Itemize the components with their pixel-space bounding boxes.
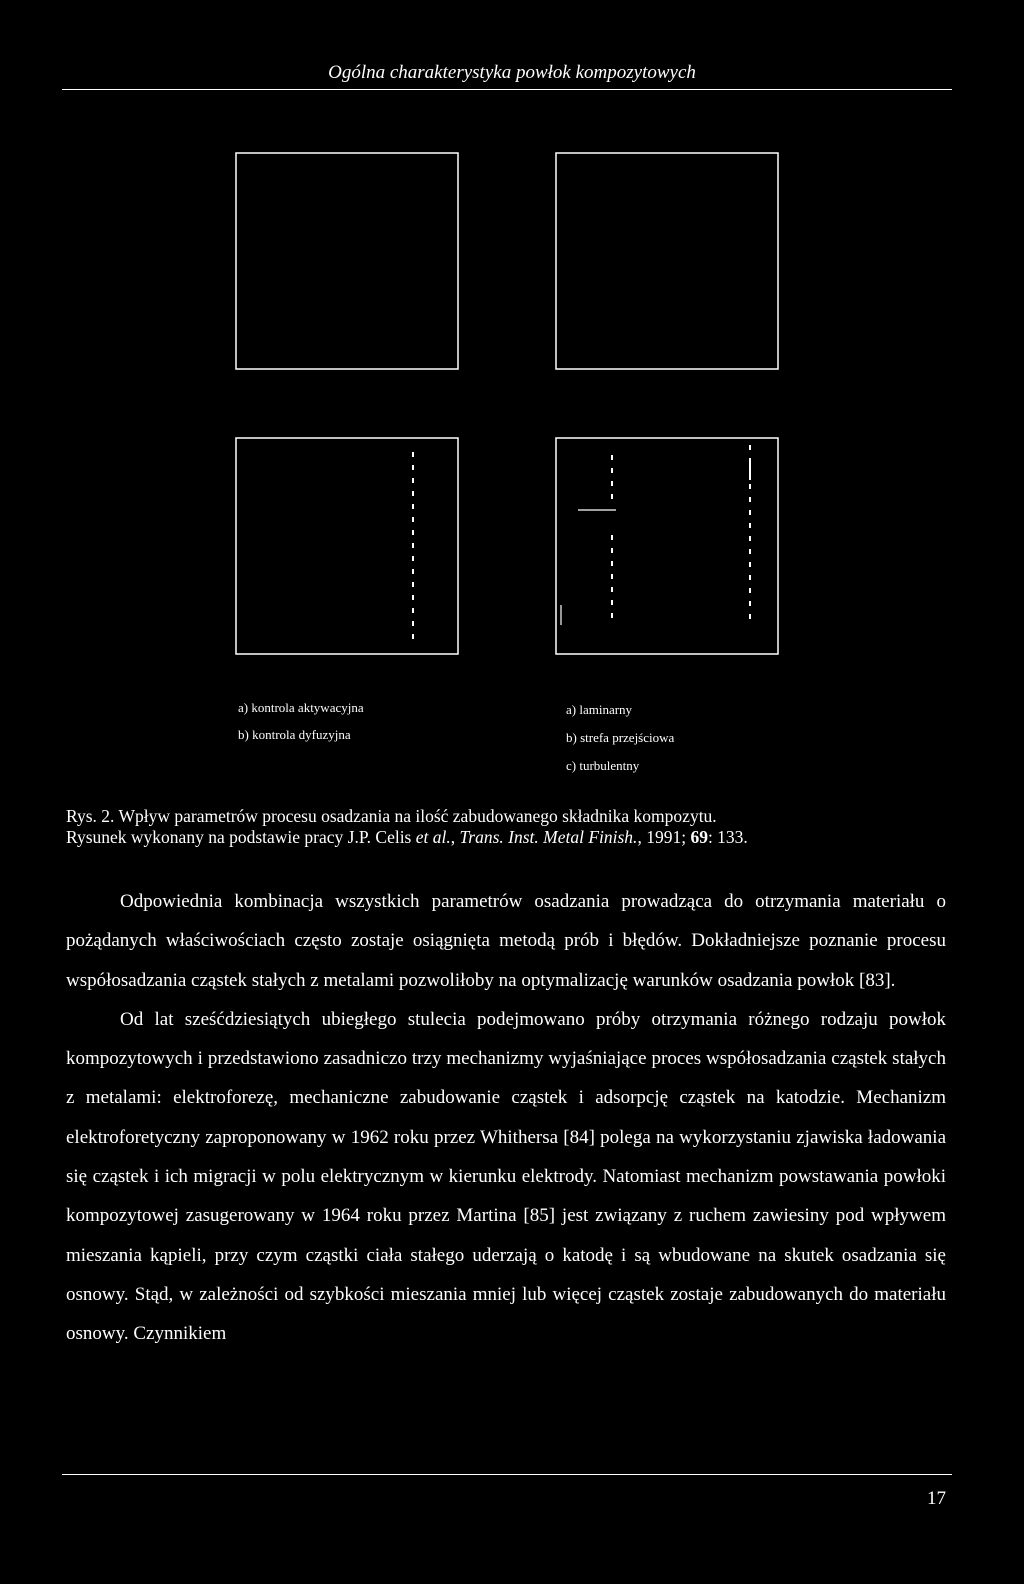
caption-line-1: Rys. 2. Wpływ parametrów procesu osadzania na ilość zabudowanego składnika kompozytu. — [66, 806, 717, 826]
caption-pages: : 133. — [707, 827, 748, 847]
caption-prefix: Rysunek wykonany na podstawie pracy J.P. Celis — [66, 827, 416, 847]
caption-volume: 69 — [690, 827, 708, 847]
caption-line-2 — [66, 827, 956, 848]
caption-journal: Trans. Inst. Metal Finish. — [459, 827, 638, 847]
figure-right-label-b: b) strefa przejściowa — [566, 730, 675, 745]
running-header: Ogólna charakterystyka powłok kompozytowych — [328, 62, 696, 83]
top-left-plot-frame — [236, 153, 458, 369]
caption-year: , 1991; — [637, 827, 691, 847]
caption-separator: , — [450, 827, 460, 847]
top-right-plot-frame — [556, 153, 778, 369]
figure-caption — [66, 806, 956, 848]
figure-left-label-b: b) kontrola dyfuzyjna — [238, 727, 351, 742]
bottom-left-plot-frame — [236, 438, 458, 654]
figure-right-label-a: a) laminarny — [566, 702, 633, 717]
paragraph-1: Odpowiednia kombinacja wszystkich parametrów osadzania prowadząca do otrzymania materiału o pożądanych właściwościach często zostaje osiągnięta metodą prób i błędów. Dokładniejsze poznanie procesu współosadzania cząstek stałych z metalami pozwoliłoby na optymalizację warunków osadzania powłok [83]. — [66, 891, 946, 991]
figure-right-label-c: c) turbulentny — [566, 758, 640, 773]
bottom-right-plot-frame — [556, 438, 778, 654]
caption-et-al: et al. — [415, 827, 451, 847]
paragraph-2: Od lat sześćdziesiątych ubiegłego stulecia podejmowano próby otrzymania różnego rodzaju powłok kompozytowych i przedstawiono zasadniczo trzy mechanizmy wyjaśniające proces współosadzania cząstek stałych z metalami: elektroforezę, mechaniczne zabudowanie cząstek i adsorpcję cząstek na katodzie. Mechanizm elektroforetyczny zaproponowany w 1962 roku przez Whithersa [84] polega na wykorzystaniu zjawiska ładowania się cząstek i ich migracji w polu elektrycznym w kierunku elektrody. Natomiast mechanizm powstawania powłoki kompozytowej zasugerowany w 1964 roku przez Martina [85] jest związany z ruchem zawiesiny pod wpływem mieszania kąpieli, przy czym cząstki ciała stałego uderzają o katodę i są wbudowane na skutek osadzania się osnowy. Stąd, w zależności od szybkości mieszania mniej lub więcej cząstek zostaje zabudowanych do materiału osnowy. Czynnikiem — [66, 1008, 946, 1345]
page-number: 17 — [927, 1488, 946, 1509]
footer-rule — [62, 1474, 952, 1475]
figure-left-label-a: a) kontrola aktywacyjna — [238, 700, 364, 715]
body-text — [66, 882, 946, 1354]
